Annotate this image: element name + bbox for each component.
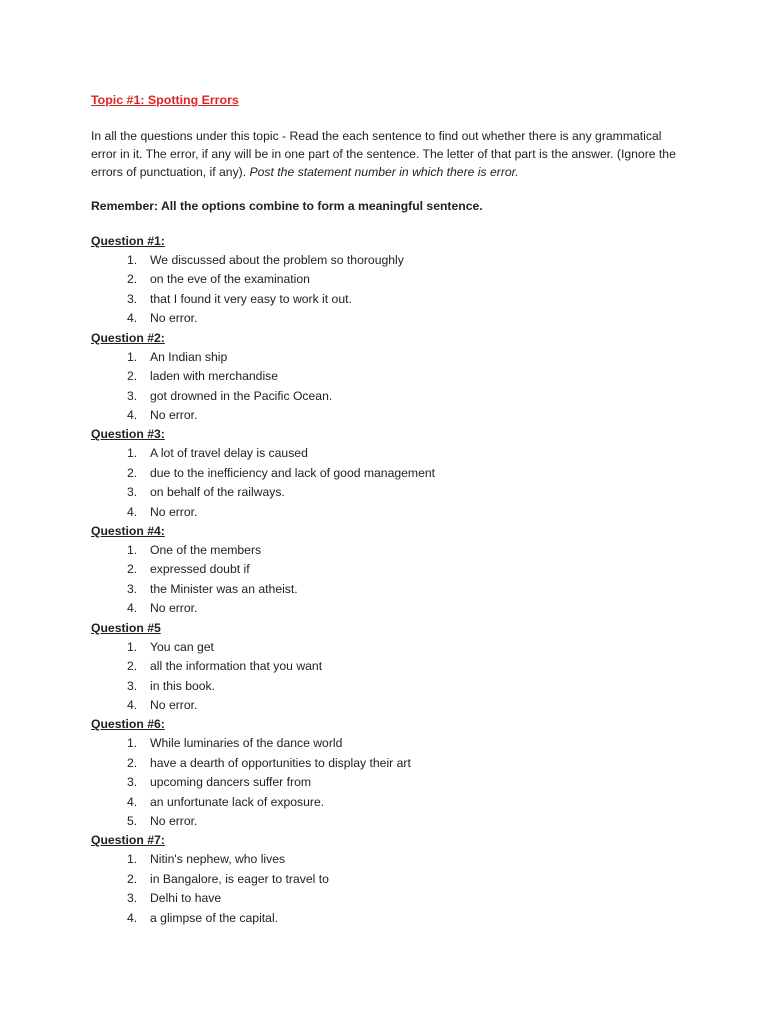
option-text: An Indian ship bbox=[150, 349, 228, 364]
question-title: Question #1: bbox=[91, 234, 165, 248]
question-block bbox=[91, 715, 691, 831]
option-item bbox=[91, 560, 691, 579]
option-text: No error. bbox=[150, 407, 198, 422]
option-number: 3. bbox=[127, 485, 138, 500]
question-title: Question #7: bbox=[91, 833, 165, 848]
intro-text: In all the questions under this topic - Read the each sentence to find out whether there is any grammatical error in it. The error, if any will be in one part of the sentence. The letter of that part is the answer. (Ignore the errors of punctuation, if any). bbox=[91, 129, 676, 179]
option-text: While luminaries of the dance world bbox=[150, 736, 343, 751]
option-text: Nitin's nephew, who lives bbox=[150, 852, 286, 867]
option-item bbox=[91, 657, 691, 676]
option-item bbox=[91, 290, 691, 309]
option-item bbox=[91, 367, 691, 386]
option-number: 2. bbox=[127, 272, 138, 287]
option-number: 4. bbox=[127, 697, 138, 712]
option-number: 1. bbox=[127, 639, 138, 654]
option-number: 5. bbox=[127, 813, 138, 828]
option-item bbox=[91, 889, 691, 908]
option-item bbox=[91, 793, 691, 812]
option-item bbox=[91, 464, 691, 483]
option-item bbox=[91, 909, 691, 928]
option-text: No error. bbox=[150, 504, 198, 519]
option-number: 3. bbox=[127, 678, 138, 693]
option-text: got drowned in the Pacific Ocean. bbox=[150, 388, 333, 403]
question-block bbox=[91, 425, 691, 522]
question-block bbox=[91, 232, 691, 329]
option-item bbox=[91, 638, 691, 657]
option-text: No error. bbox=[150, 697, 198, 712]
option-item bbox=[91, 599, 691, 618]
question-title: Question #6: bbox=[91, 717, 165, 732]
option-text: a glimpse of the capital. bbox=[150, 910, 279, 925]
option-list bbox=[91, 734, 691, 831]
option-list bbox=[91, 850, 691, 928]
intro-paragraph bbox=[91, 127, 681, 181]
option-item bbox=[91, 734, 691, 753]
option-item bbox=[91, 541, 691, 560]
option-number: 2. bbox=[127, 562, 138, 577]
option-text: expressed doubt if bbox=[150, 562, 250, 577]
document-page bbox=[91, 92, 691, 928]
option-text: You can get bbox=[150, 639, 214, 654]
option-text: that I found it very easy to work it out. bbox=[150, 291, 352, 306]
option-text: an unfortunate lack of exposure. bbox=[150, 794, 325, 809]
question-block bbox=[91, 619, 691, 716]
option-text: on behalf of the railways. bbox=[150, 485, 285, 500]
remember-note: Remember: All the options combine to form a meaningful sentence. bbox=[91, 199, 483, 213]
option-item bbox=[91, 309, 691, 328]
option-number: 1. bbox=[127, 446, 138, 461]
option-number: 4. bbox=[127, 311, 138, 326]
question-list bbox=[91, 232, 691, 928]
option-number: 2. bbox=[127, 465, 138, 480]
option-text: all the information that you want bbox=[150, 659, 323, 674]
question-title: Question #2: bbox=[91, 330, 165, 345]
option-item bbox=[91, 773, 691, 792]
option-text: Delhi to have bbox=[150, 891, 222, 906]
option-number: 4. bbox=[127, 910, 138, 925]
option-number: 2. bbox=[127, 369, 138, 384]
option-item bbox=[91, 850, 691, 869]
question-block bbox=[91, 522, 691, 619]
option-number: 1. bbox=[127, 736, 138, 751]
option-number: 3. bbox=[127, 581, 138, 596]
option-number: 3. bbox=[127, 775, 138, 790]
option-list bbox=[91, 638, 691, 716]
option-item bbox=[91, 270, 691, 289]
question-title: Question #3: bbox=[91, 427, 165, 442]
option-item bbox=[91, 406, 691, 425]
option-list bbox=[91, 251, 691, 329]
option-text: due to the inefficiency and lack of good management bbox=[150, 465, 436, 480]
option-list bbox=[91, 348, 691, 426]
option-number: 1. bbox=[127, 543, 138, 558]
option-item bbox=[91, 754, 691, 773]
option-item bbox=[91, 580, 691, 599]
option-number: 3. bbox=[127, 388, 138, 403]
option-number: 4. bbox=[127, 504, 138, 519]
question-block bbox=[91, 831, 691, 928]
option-item bbox=[91, 696, 691, 715]
option-item bbox=[91, 387, 691, 406]
option-item bbox=[91, 870, 691, 889]
option-item bbox=[91, 444, 691, 463]
option-number: 4. bbox=[127, 407, 138, 422]
option-list bbox=[91, 444, 691, 522]
option-number: 1. bbox=[127, 852, 138, 867]
question-title: Question #4: bbox=[91, 523, 165, 538]
option-number: 3. bbox=[127, 291, 138, 306]
option-item bbox=[91, 503, 691, 522]
option-text: on the eve of the examination bbox=[150, 272, 310, 287]
option-text: the Minister was an atheist. bbox=[150, 581, 298, 596]
option-list bbox=[91, 541, 691, 619]
option-number: 2. bbox=[127, 871, 138, 886]
option-item bbox=[91, 483, 691, 502]
option-number: 2. bbox=[127, 659, 138, 674]
option-number: 1. bbox=[127, 253, 138, 268]
option-text: laden with merchandise bbox=[150, 369, 279, 384]
option-item bbox=[91, 348, 691, 367]
option-text: No error. bbox=[150, 813, 198, 828]
question-block bbox=[91, 329, 691, 426]
option-text: in this book. bbox=[150, 678, 216, 693]
option-item bbox=[91, 677, 691, 696]
option-text: have a dearth of opportunities to display their art bbox=[150, 755, 411, 770]
option-number: 3. bbox=[127, 891, 138, 906]
option-item bbox=[91, 251, 691, 270]
option-number: 4. bbox=[127, 601, 138, 616]
option-number: 4. bbox=[127, 794, 138, 809]
option-text: One of the members bbox=[150, 543, 262, 558]
option-text: A lot of travel delay is caused bbox=[150, 446, 308, 461]
option-text: No error. bbox=[150, 311, 198, 326]
option-text: upcoming dancers suffer from bbox=[150, 775, 311, 790]
option-text: No error. bbox=[150, 601, 198, 616]
question-title: Question #5 bbox=[91, 620, 161, 635]
intro-instruction: Post the statement number in which there is error. bbox=[249, 165, 519, 179]
option-item bbox=[91, 812, 691, 831]
option-number: 2. bbox=[127, 755, 138, 770]
topic-title: Topic #1: Spotting Errors bbox=[91, 93, 239, 107]
option-number: 1. bbox=[127, 349, 138, 364]
option-text: in Bangalore, is eager to travel to bbox=[150, 871, 329, 886]
option-text: We discussed about the problem so thoroughly bbox=[150, 253, 404, 268]
